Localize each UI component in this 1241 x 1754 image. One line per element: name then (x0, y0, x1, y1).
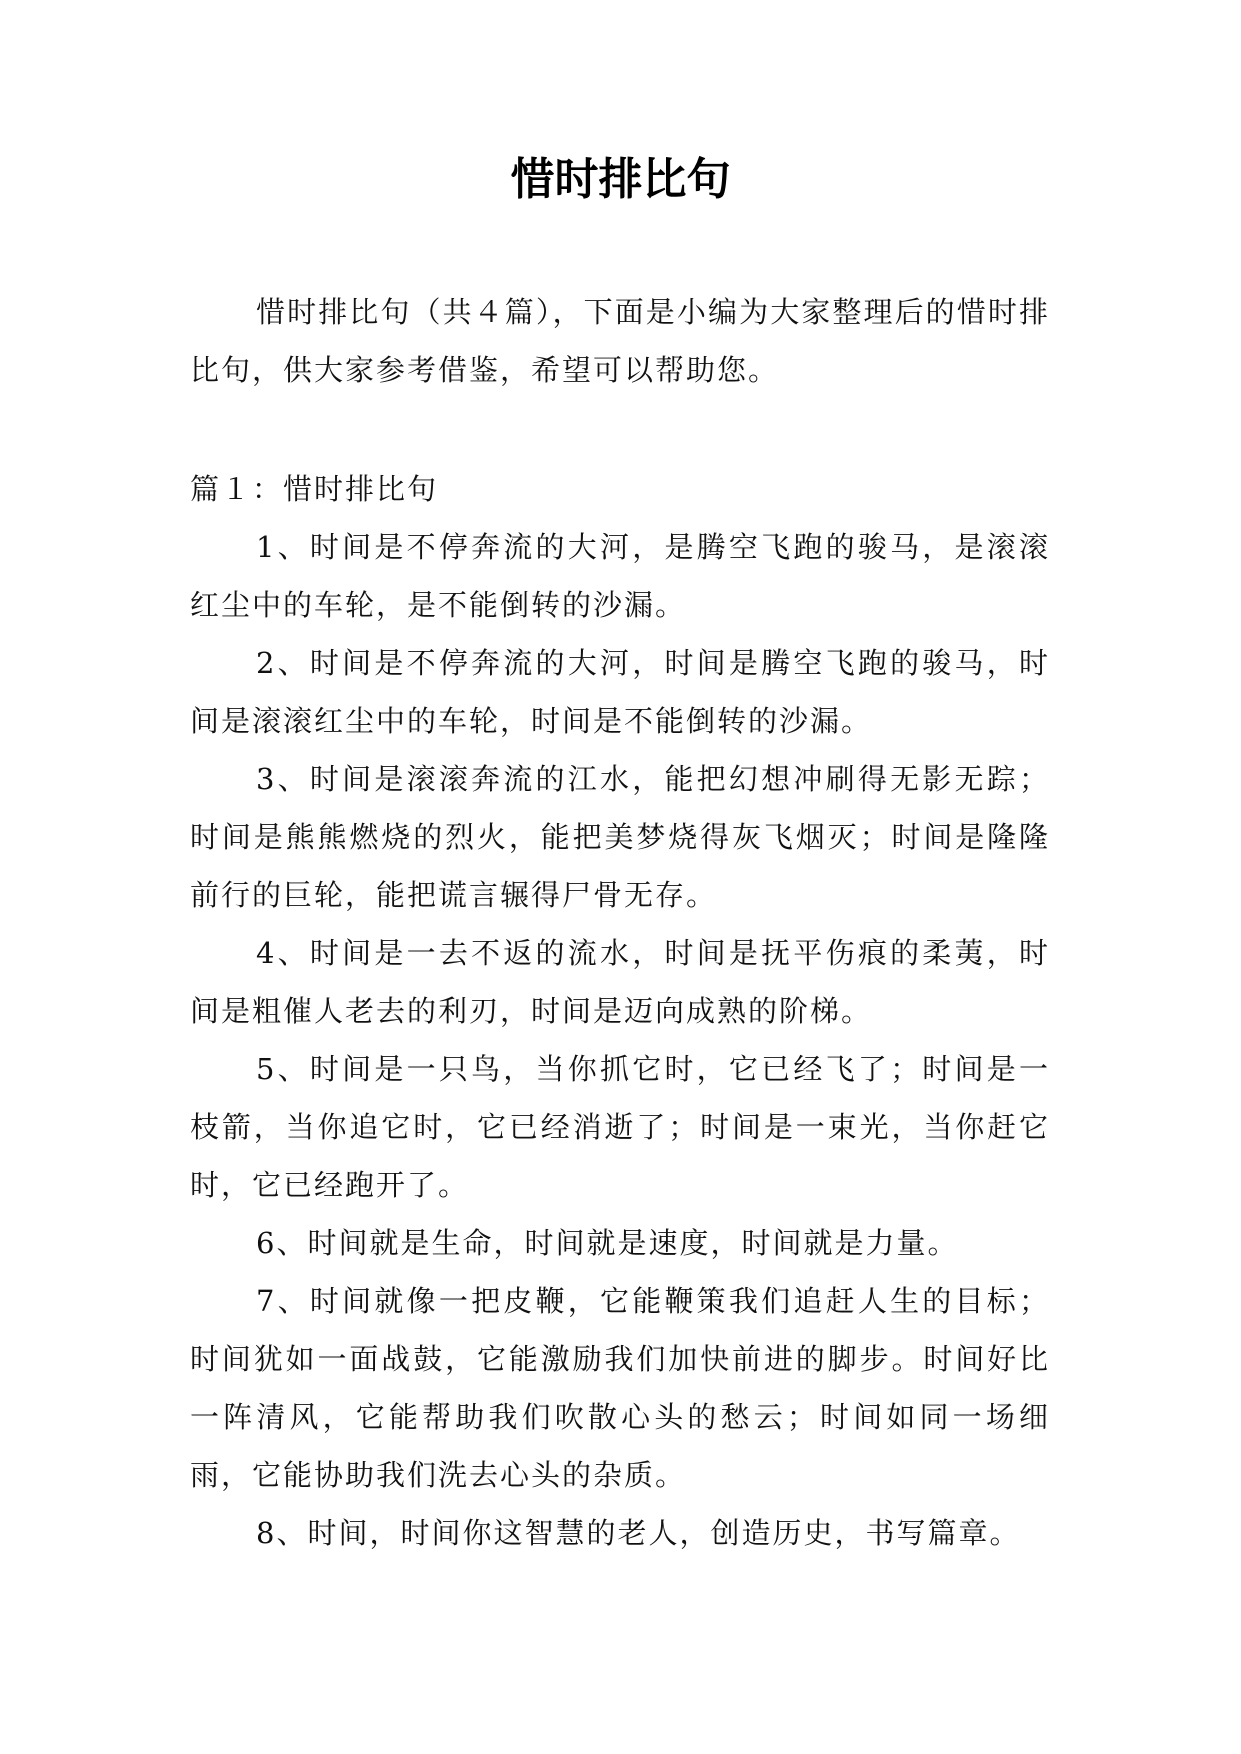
list-item: 5、时间是一只鸟，当你抓它时，它已经飞了；时间是一枝箭，当你追它时，它已经消逝了；时间是一束光，当你赶它时，它已经跑开了。 (190, 1052, 1050, 1202)
list-item: 1、时间是不停奔流的大河，是腾空飞跑的骏马，是滚滚红尘中的车轮，是不能倒转的沙漏。 (190, 530, 1050, 622)
list-item: 4、时间是一去不返的流水，时间是抚平伤痕的柔荑，时间是粗催人老去的利刃，时间是迈向成熟的阶梯。 (190, 936, 1050, 1028)
list-item: 3、时间是滚滚奔流的江水，能把幻想冲刷得无影无踪；时间是熊熊燃烧的烈火，能把美梦烧得灰飞烟灭；时间是隆隆前行的巨轮，能把谎言辗得尸骨无存。 (190, 762, 1050, 912)
section-heading: 篇１：惜时排比句 (190, 472, 439, 506)
intro-paragraph: 惜时排比句（共４篇），下面是小编为大家整理后的惜时排比句，供大家参考借鉴，希望可以帮助您。 (190, 295, 1050, 387)
document-title: 惜时排比句 (510, 154, 731, 205)
list-item: 7、时间就像一把皮鞭，它能鞭策我们追赶人生的目标；时间犹如一面战鼓，它能激励我们加快前进的脚步。时间好比一阵清风，它能帮助我们吹散心头的愁云；时间如同一场细雨，它能协助我们洗去心头的杂质。 (190, 1284, 1050, 1492)
list-item: 8、时间，时间你这智慧的老人，创造历史，书写篇章。 (256, 1516, 1021, 1550)
intro-block (190, 283, 1050, 399)
list-item: 2、时间是不停奔流的大河，时间是腾空飞跑的骏马，时间是滚滚红尘中的车轮，时间是不能倒转的沙漏。 (190, 646, 1050, 738)
section-block (190, 460, 1050, 1562)
list-item: 6、时间就是生命，时间就是速度，时间就是力量。 (256, 1226, 959, 1260)
